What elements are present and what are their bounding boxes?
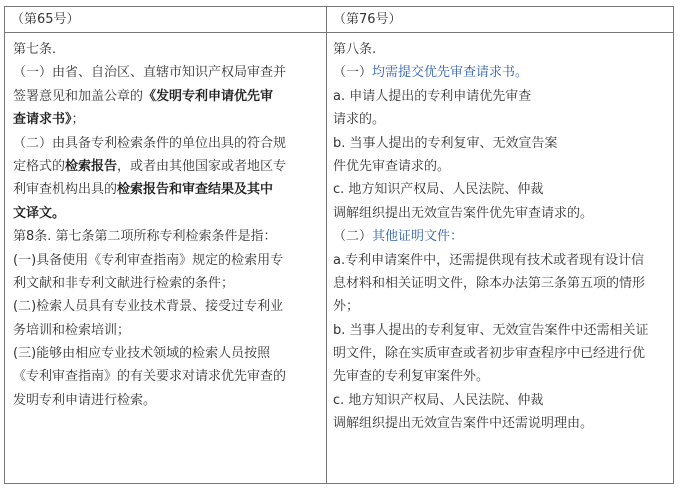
left-line: (二)检索人员具有专业技术背景、接受过专利业 [13,299,284,315]
right-line [333,61,669,84]
left-line: 务培训和检索培训； [13,322,131,338]
article-8-right-title: 第八条. [333,42,377,57]
article-8-title: 第8条. 第七条第二项所称专利检索条件是指： [13,229,277,245]
right-line [333,225,669,248]
header-left: （第65号） [11,12,80,27]
left-text: ； [71,112,85,128]
bold-text: 查请求书》 [13,112,72,128]
right-line: a.专利申请案件中，还需提供现有技术或者现有设计信 [333,252,645,268]
right-line: c. 地方知识产权局、人民法院、仲裁 [333,182,544,198]
left-text: ，或者由其他国家或者地区专 [117,158,287,174]
right-line: 件优先审查请求的。 [333,158,451,174]
left-text: 签署意见和加盖公章的 [13,88,144,104]
left-line: 发明专利申请进行检索。 [13,392,157,408]
blue-heading: 均需提交优先审查请求书。 [372,65,529,81]
column-divider [326,7,327,483]
left-line: (三)能够由相应专业技术领域的检索人员按照 [13,346,271,362]
right-line: 请求的。 [333,112,386,128]
bold-text: 《发明专利申请优先审 [143,88,274,104]
right-line: c. 地方知识产权局、人民法院、仲裁 [333,392,544,408]
header-divider [5,32,673,33]
left-text: 利审查机构出具的 [13,182,118,198]
right-line: a. 申请人提出的专利申请优先审查 [333,88,532,104]
left-column-content [13,38,321,412]
left-line [13,85,321,108]
right-line: 明文件，除在实质审查或者初步审查程序中已经进行优 [333,346,646,362]
blue-heading: 其他证明文件： [372,229,464,245]
right-column-content [333,38,669,436]
right-line: 调解组织提出无效宣告案件优先审查请求的。 [333,205,594,221]
right-text: （二） [333,229,373,245]
left-line [13,155,321,178]
left-line: 利文献和非专利文献进行检索的条件； [13,275,235,291]
right-line: 外； [333,299,360,315]
left-line: （二）由具备专利检索条件的单位出具的符合规 [13,135,287,151]
header-right: （第76号） [333,12,402,27]
left-line [13,178,321,201]
comparison-table [4,6,674,484]
bold-text: 检索报告 [65,158,118,174]
left-text: 定格式的 [13,158,66,174]
left-line [13,108,321,131]
left-line: (一)具备使用《专利审查指南》规定的检索用专 [13,252,284,268]
left-line: （一）由省、自治区、直辖市知识产权局审查并 [13,65,287,81]
left-line: 文译文。 [13,205,66,221]
right-line: b. 当事人提出的专利复审、无效宣告案 [333,135,558,151]
left-line: 《专利审查指南》的有关要求对请求优先审查的 [13,369,287,385]
bold-text: 检索报告和审查结果及其中 [117,182,274,198]
right-line: 调解组织提出无效宣告案件中还需说明理由。 [333,416,594,432]
right-text: （一） [333,65,373,81]
article-7-title: 第七条． [13,42,66,57]
right-line: 先审查的专利复审案件外。 [333,369,490,385]
right-line: 息材料和相关证明文件，除本办法第三条第五项的情形 [333,275,646,291]
right-line: b. 当事人提出的专利复审、无效宣告案件中还需相关证 [333,322,649,338]
